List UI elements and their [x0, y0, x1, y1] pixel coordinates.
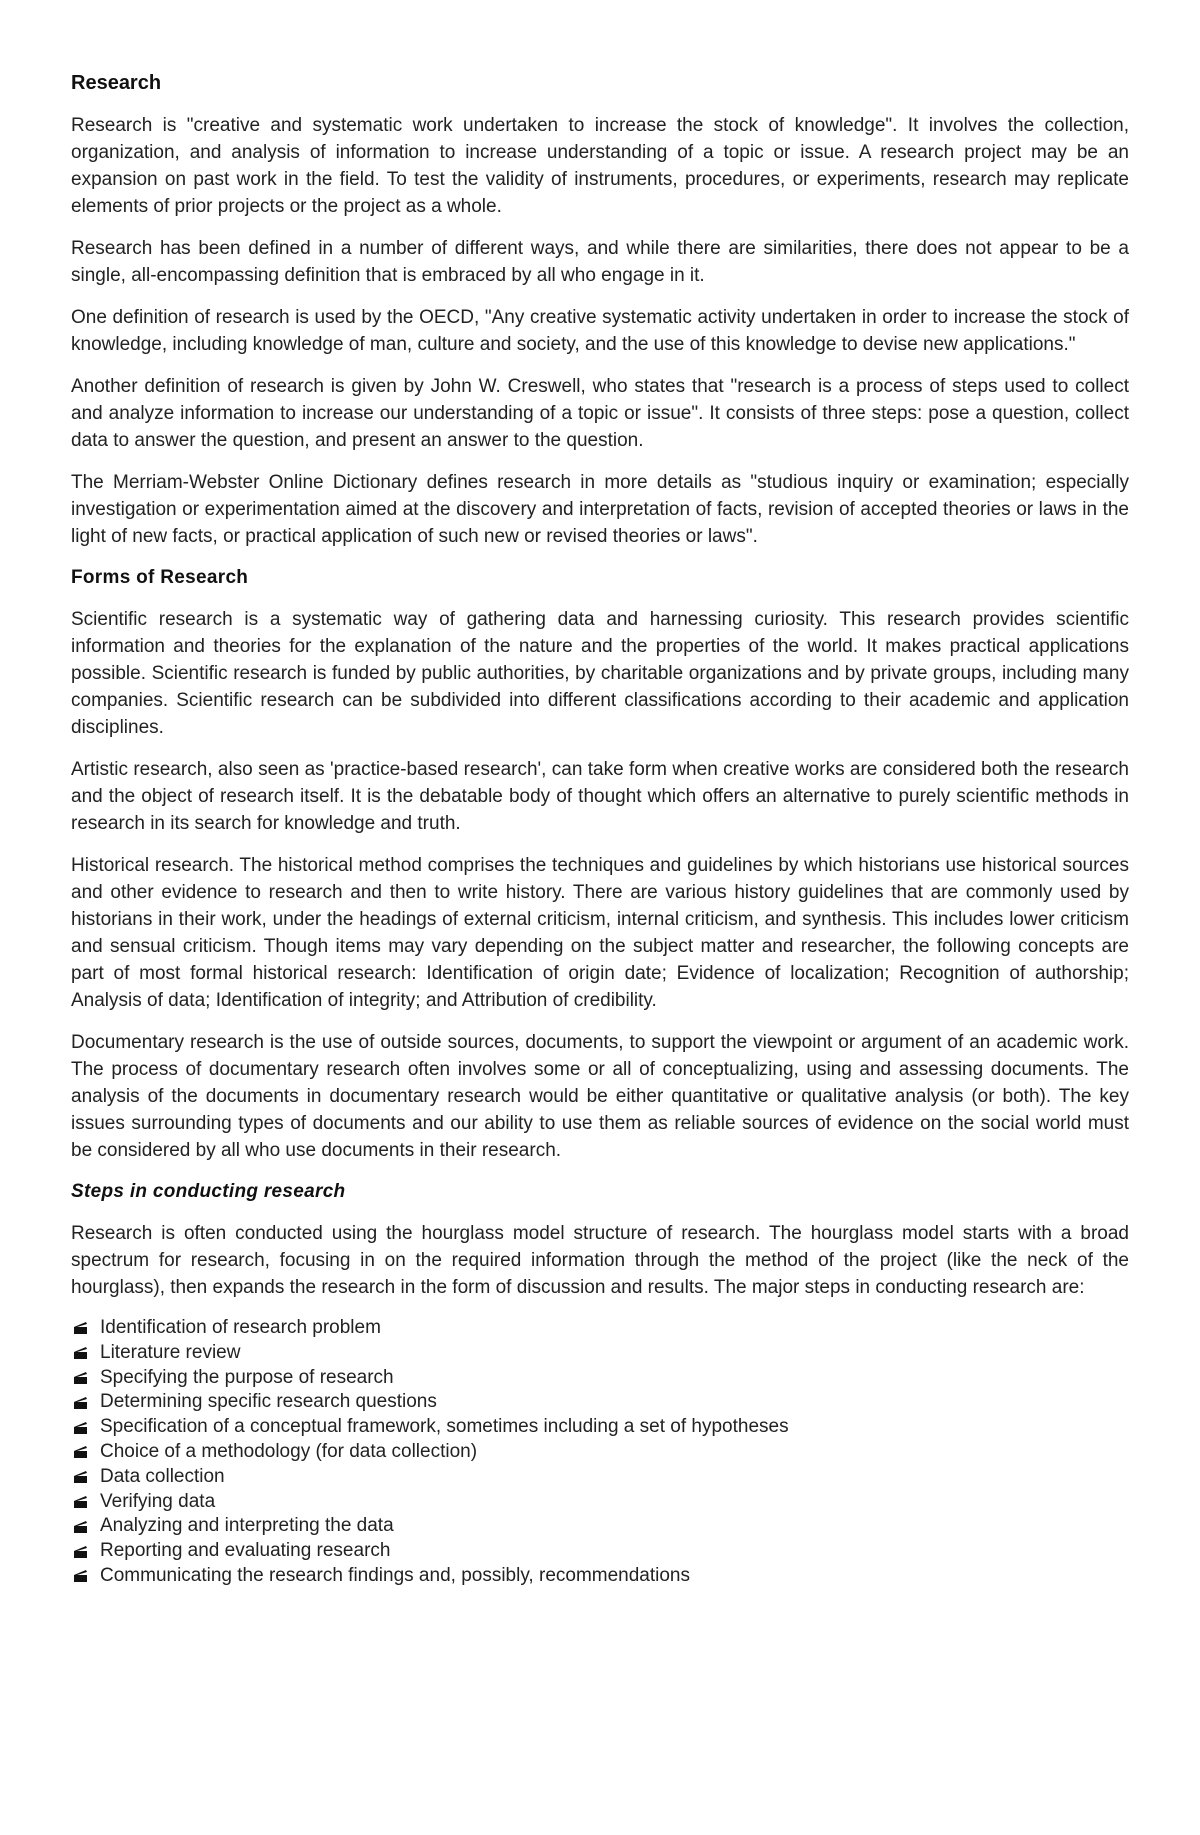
list-item	[71, 1514, 1129, 1539]
list-item	[71, 1440, 1129, 1465]
clapperboard-bullet-icon	[73, 1569, 88, 1583]
clapperboard-bullet-icon	[73, 1321, 88, 1335]
list-item	[71, 1415, 1129, 1440]
forms-paragraph-scientific: Scientific research is a systematic way of gathering data and harnessing curiosity. This research provides scientific information and theories for the explanation of the nature and the properties of the world. It makes practical applications possible. Scientific research is funded by public authorities, by charitable organizations and by private groups, including many companies. Scientific research can be subdivided into different classifications according to their academic and application disciplines.	[71, 609, 1129, 738]
list-item-label: Communicating the research findings and, possibly, recommendations	[100, 1564, 691, 1586]
list-item-label: Literature review	[100, 1341, 241, 1363]
list-item-label: Data collection	[100, 1465, 225, 1487]
intro-paragraph-4: Another definition of research is given by John W. Creswell, who states that "research is a process of steps used to collect and analyze information to increase our understanding of a topic or issue". It consists of three steps: pose a question, collect data to answer the question, and present an answer to the question.	[71, 376, 1129, 451]
forms-paragraph-artistic: Artistic research, also seen as 'practice-based research', can take form when creative works are considered both the research and the object of research itself. It is the debatable body of thought which offers an alternative to purely scientific methods in research in its search for knowledge and truth.	[71, 759, 1129, 834]
forms-paragraph-documentary: Documentary research is the use of outside sources, documents, to support the viewpoint or argument of an academic work. The process of documentary research often involves some or all of conceptualizing, using and assessing documents. The analysis of the documents in documentary research would be either quantitative or qualitative analysis (or both). The key issues surrounding types of documents and our ability to use them as reliable sources of evidence on the social world must be considered by all who use documents in their research.	[71, 1032, 1129, 1161]
forms-paragraph-historical: Historical research. The historical method comprises the techniques and guidelines by which historians use historical sources and other evidence to research and then to write history. There are various history guidelines that are commonly used by historians in their work, under the headings of external criticism, internal criticism, and synthesis. This includes lower criticism and sensual criticism. Though items may vary depending on the subject matter and researcher, the following concepts are part of most formal historical research: Identification of origin date; Evidence of localization; Recognition of authorship; Analysis of data; Identification of integrity; and Attribution of credibility.	[71, 855, 1129, 1011]
list-item-label: Choice of a methodology (for data collection)	[100, 1440, 478, 1462]
list-item-label: Analyzing and interpreting the data	[100, 1515, 394, 1537]
clapperboard-bullet-icon	[73, 1495, 88, 1509]
list-item-label: Verifying data	[100, 1490, 216, 1512]
clapperboard-bullet-icon	[73, 1470, 88, 1484]
list-item	[71, 1465, 1129, 1490]
intro-paragraph-3: One definition of research is used by the OECD, "Any creative systematic activity undertaken in order to increase the stock of knowledge, including knowledge of man, culture and society, and the use of this knowledge to devise new applications."	[71, 307, 1129, 355]
list-item	[71, 1539, 1129, 1564]
clapperboard-bullet-icon	[73, 1396, 88, 1410]
clapperboard-bullet-icon	[73, 1371, 88, 1385]
steps-list	[71, 1316, 1129, 1589]
intro-paragraph-5: The Merriam-Webster Online Dictionary defines research in more details as "studious inquiry or examination; especially investigation or experimentation aimed at the discovery and interpretation of facts, revision of accepted theories or laws in the light of new facts, or practical application of such new or revised theories or laws".	[71, 472, 1129, 547]
document-page	[71, 70, 1129, 1589]
list-item	[71, 1341, 1129, 1366]
list-item-label: Specification of a conceptual framework, sometimes including a set of hypotheses	[100, 1416, 789, 1438]
list-item	[71, 1564, 1129, 1589]
list-item-label: Specifying the purpose of research	[100, 1366, 394, 1388]
clapperboard-bullet-icon	[73, 1421, 88, 1435]
clapperboard-bullet-icon	[73, 1520, 88, 1534]
clapperboard-bullet-icon	[73, 1545, 88, 1559]
intro-paragraph-2: Research has been defined in a number of different ways, and while there are similarities, there does not appear to be a single, all-encompassing definition that is embraced by all who engage in it.	[71, 238, 1129, 286]
list-item-label: Determining specific research questions	[100, 1391, 437, 1413]
forms-section-heading: Forms of Research	[71, 567, 249, 588]
intro-paragraph-1: Research is "creative and systematic work undertaken to increase the stock of knowledge". It involves the collection, organization, and analysis of information to increase understanding of a topic or issue. A research project may be an expansion on past work in the field. To test the validity of instruments, procedures, or experiments, research may replicate elements of prior projects or the project as a whole.	[71, 115, 1129, 217]
list-item-label: Reporting and evaluating research	[100, 1540, 391, 1562]
document-title: Research	[71, 72, 162, 94]
steps-section-heading: Steps in conducting research	[71, 1181, 346, 1202]
clapperboard-bullet-icon	[73, 1445, 88, 1459]
list-item	[71, 1390, 1129, 1415]
list-item	[71, 1366, 1129, 1391]
list-item-label: Identification of research problem	[100, 1317, 381, 1338]
clapperboard-bullet-icon	[73, 1346, 88, 1360]
steps-intro-paragraph: Research is often conducted using the hourglass model structure of research. The hourglass model starts with a broad spectrum for research, focusing in on the required information through the method of the project (like the neck of the hourglass), then expands the research in the form of discussion and results. The major steps in conducting research are:	[71, 1223, 1129, 1298]
list-item	[71, 1316, 1129, 1341]
list-item	[71, 1490, 1129, 1515]
